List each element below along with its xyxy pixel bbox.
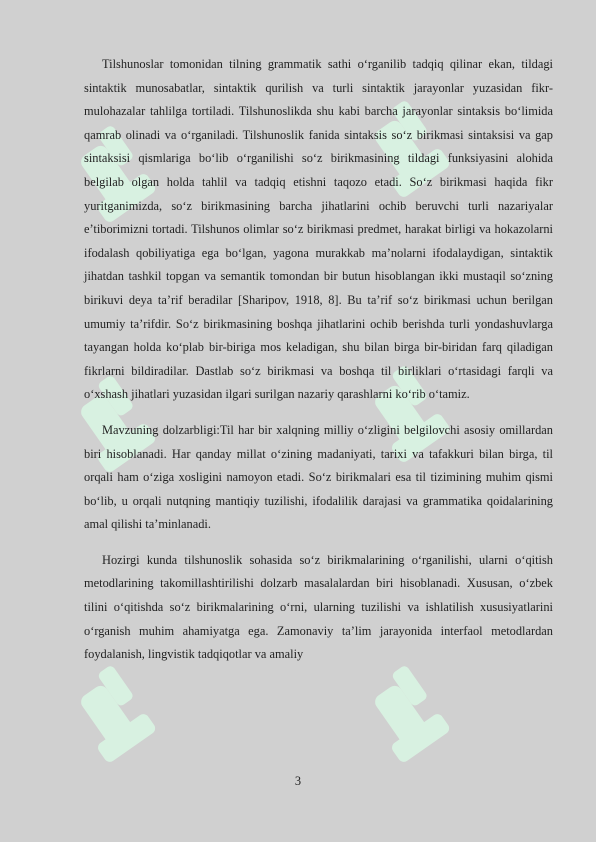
page-number: 3 <box>294 774 302 788</box>
paragraph-intro: Tilshunoslar tomonidan tilning grammatik sathi o‘rganilib tadqiq qilinar ekan, tildagi sintaktik munosabatlar, sintaktik qurilish va turli sintaktik jarayonlar yuzasidan fikr-mulohazalar tahlilga tortiladi. Tilshunoslikda shu kabi barcha jarayonlar sintaksis bo‘limida qamrab olinadi va o‘rganiladi. Tilshunoslik fanida sintaksis so‘z birikmasi sintaksisi va gap sintaksisi qismlariga bo‘lib o‘rganilishi so‘z birikmasining tildagi funksiyasini alohida belgilab olgan holda tahlil va tadqiq etishni taqozo etadi. So‘z birikmasi haqida fikr yuritganimizda, so‘z birikmasining barcha jihatlarini ochib beruvchi turli nazariyalar e’tiborimizni tortadi. Tilshunos olimlar so‘z birikmasi predmet, harakat birligi va hokazolarni ifodalash qobiliyatiga ega bo‘lgan, yagona murakkab ma’nolarni ifodalaydigan, sintaktik jihatdan tashkil topgan va semantik tomondan bir butun hisoblangan ikki mustaqil so‘zning birikuvi deya ta’rif beradilar [Sharipov, 1918, 8]. Bu ta’rif so‘z birikmasi uchun berilgan umumiy ta’rifdir. So‘z birikmasining boshqa jihatlarini ochib berishda turli yondashuvlarga tayangan holda ko‘plab bir-biriga mos keladigan, shu bilan birga bir-biridan farq qiladigan fikrlarni bildiradilar. Dastlab so‘z birikmasi va boshqa til birliklari o‘rtasidagi farqli va o‘xshash jihatlari yuzasidan ilgari surilgan nazariy qarashlarni ko‘rib o‘tamiz. <box>84 57 553 402</box>
document-body <box>84 53 553 679</box>
paragraph-current-state: Hozirgi kunda tilshunoslik sohasida so‘z birikmalarining o‘rganilishi, ularni o‘qitish metodlarining takomillashtirilishi dolzarb masalalardan biri hisoblanadi. Xususan, o‘zbek tilini o‘qitishda so‘z birikmalarining o‘rni, ularning tuzilishi va ishlatilish xususiyatlarini o‘rganish muhim ahamiyatga ega. Zamonaviy ta’lim jarayonida interfaol metodlardan foydalanish, lingvistik tadqiqotlar va amaliy <box>84 552 553 662</box>
paragraph-relevance: Mavzuning dolzarbligi:Til har bir xalqning milliy o‘zligini belgilovchi asosiy omillardan biri hisoblanadi. Har qanday millat o‘zining madaniyati, tarixi va tafakkuri bilan birga, til orqali ham o‘ziga xosligini namoyon etadi. So‘z birikmalari esa til tizimining muhim qismi bo‘lib, u orqali nutqning mantiqiy tuzilishi, ifodalilik darajasi va grammatika qoidalarining amal qilishi ta’minlanadi. <box>84 422 553 532</box>
